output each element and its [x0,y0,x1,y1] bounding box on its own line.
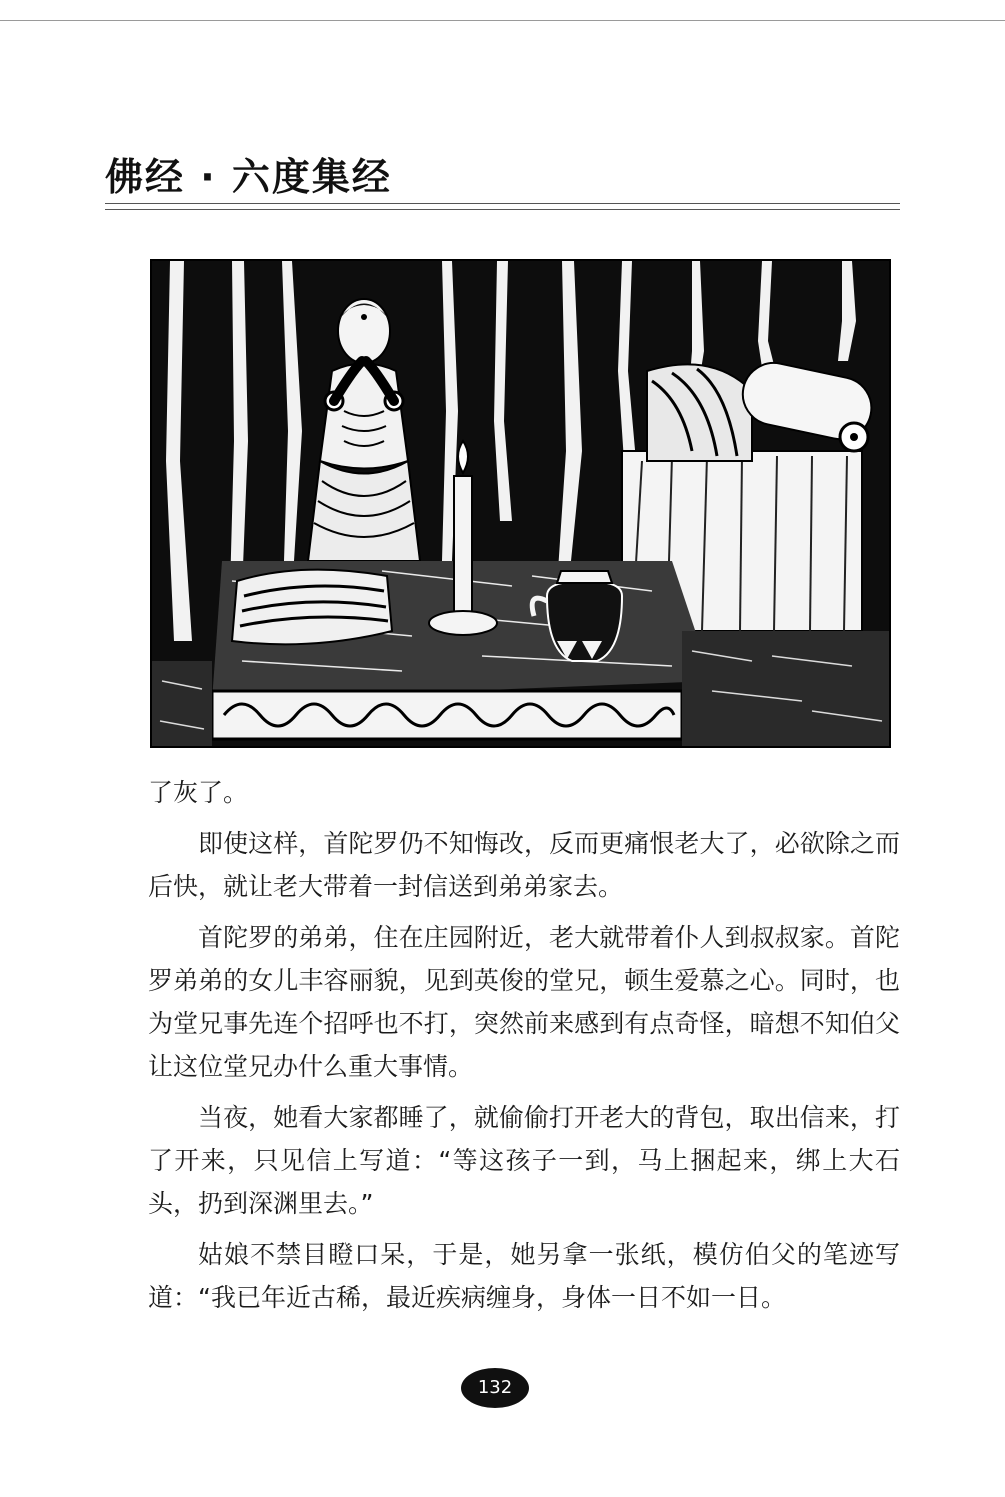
page-number-badge: 132 [461,1368,529,1408]
paragraph: 即使这样，首陀罗仍不知悔改，反而更痛恨老大了，必欲除之而后快，就让老大带着一封信送到弟弟家去。 [148,829,900,901]
page-header-title: 佛经 · 六度集经 [105,155,392,199]
woman-reading-by-candle-illustration [150,259,891,748]
body-text [148,771,900,1327]
paragraph-continuation: 了灰了。 [148,778,249,807]
paragraph: 首陀罗的弟弟，住在庄园附近，老大就带着仆人到叔叔家。首陀罗弟弟的女儿丰容丽貌，见到英俊的堂兄，顿生爱慕之心。同时，也为堂兄事先连个招呼也不打，突然前来感到有点奇怪，暗想不知伯父让这位堂兄办什么重大事情。 [148,923,900,1081]
top-edge-rule [0,20,1005,21]
header-rule-bottom [105,209,900,210]
paragraph: 当夜，她看大家都睡了，就偷偷打开老大的背包，取出信来，打了开来，只见信上写道：“等这孩子一到，马上捆起来，绑上大石头，扔到深渊里去。” [148,1103,900,1218]
paragraph: 姑娘不禁目瞪口呆，于是，她另拿一张纸，模仿伯父的笔迹写道：“我已年近古稀，最近疾病缠身，身体一日不如一日。 [148,1240,900,1312]
header-rule-top [105,203,900,204]
